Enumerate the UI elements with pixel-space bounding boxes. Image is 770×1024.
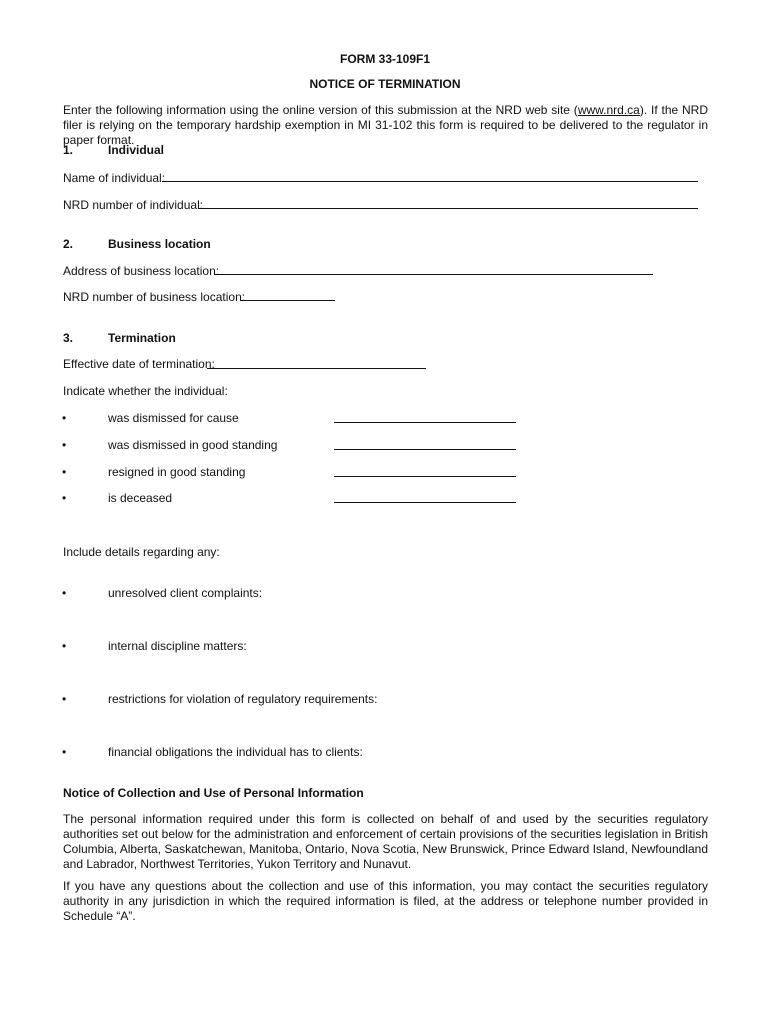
section-1-number: 1.: [63, 143, 74, 157]
form-number: FORM 33-109F1: [339, 52, 431, 66]
termination-date-field[interactable]: [207, 368, 426, 369]
bullet-icon: •: [62, 438, 67, 452]
detail-client-complaints-label: unresolved client complaints:: [108, 586, 263, 600]
intro-text-end: ). If the NRD filer is relying on the temporary hardship exemption in MI 31-102 this form is required to be delivered to the regulator in paper format.: [63, 103, 709, 147]
bullet-icon: •: [62, 639, 67, 653]
business-address-label: Address of business location:: [63, 264, 220, 278]
indicate-label: Indicate whether the individual:: [63, 384, 228, 398]
intro-paragraph: [63, 103, 708, 148]
section-3-number: 3.: [63, 331, 74, 345]
nrd-business-field[interactable]: [241, 300, 335, 301]
termination-date-label: Effective date of termination:: [63, 357, 215, 371]
form-title: NOTICE OF TERMINATION: [309, 77, 461, 91]
name-of-individual-field[interactable]: [162, 181, 698, 182]
option-dismissed-for-cause-label: was dismissed for cause: [108, 411, 239, 425]
details-label: Include details regarding any:: [63, 545, 220, 559]
nrd-individual-field[interactable]: [198, 208, 698, 209]
bullet-icon: •: [62, 411, 67, 425]
bullet-icon: •: [62, 465, 67, 479]
nrd-business-label: NRD number of business location:: [63, 290, 246, 304]
option-deceased-label: is deceased: [108, 491, 173, 505]
option-deceased-field[interactable]: [334, 502, 516, 503]
notice-heading: Notice of Collection and Use of Personal Information: [63, 786, 364, 800]
section-3-title: Termination: [108, 331, 176, 345]
option-good-standing-field[interactable]: [334, 449, 516, 450]
section-1-title: Individual: [108, 143, 165, 157]
option-resigned-field[interactable]: [334, 476, 516, 477]
nrd-website-link[interactable]: www.nrd.ca: [577, 103, 640, 117]
notice-paragraph-1: The personal information required under this form is collected on behalf of and used by the securities regulatory authorities set out below for the administration and enforcement of certain provisions of the securities legislation in British Columbia, Alberta, Saskatchewan, Manitoba, Ontario, Nova Scotia, New Brunswick, Prince Edward Island, Newfoundland and Labrador, Northwest Territories, Yukon Territory and Nunavut.: [63, 812, 708, 871]
option-good-standing-label: was dismissed in good standing: [108, 438, 278, 452]
bullet-icon: •: [62, 745, 67, 759]
detail-internal-discipline-label: internal discipline matters:: [108, 639, 247, 653]
bullet-icon: •: [62, 692, 67, 706]
option-resigned-label: resigned in good standing: [108, 465, 246, 479]
detail-restrictions-label: restrictions for violation of regulatory requirements:: [108, 692, 378, 706]
bullet-icon: •: [62, 586, 67, 600]
section-2-number: 2.: [63, 237, 74, 251]
notice-paragraph-2: If you have any questions about the collection and use of this information, you may contact the securities regulatory authority in any jurisdiction in which the required information is filed, at the address or telephone number provided in Schedule “A”.: [63, 879, 708, 923]
name-of-individual-label: Name of individual:: [63, 171, 166, 185]
nrd-individual-label: NRD number of individual:: [63, 198, 204, 212]
intro-text-start: Enter the following information using the online version of this submission at the NRD web site (: [63, 103, 578, 117]
detail-financial-obligations-label: financial obligations the individual has to clients:: [108, 745, 363, 759]
bullet-icon: •: [62, 491, 67, 505]
section-2-title: Business location: [108, 237, 211, 251]
business-address-field[interactable]: [214, 274, 653, 275]
option-dismissed-for-cause-field[interactable]: [334, 422, 516, 423]
